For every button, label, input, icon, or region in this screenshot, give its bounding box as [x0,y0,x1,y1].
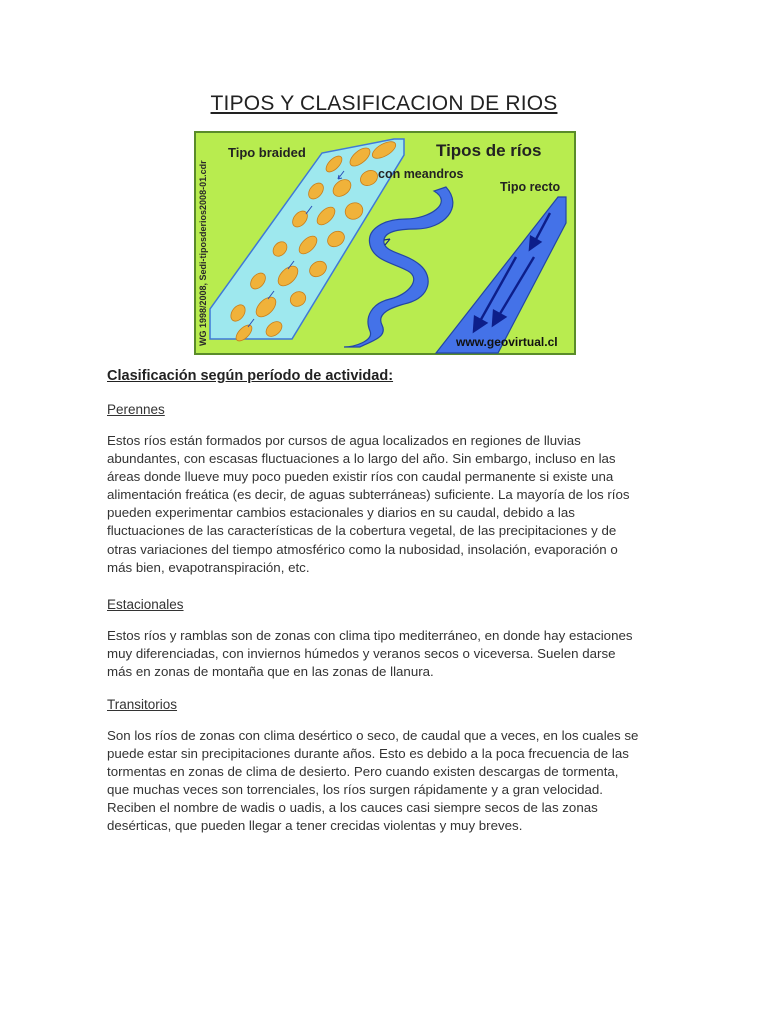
heading-perennes: Perennes [107,402,165,417]
river-types-figure [194,131,576,355]
paragraph-perennes: Estos ríos están formados por cursos de agua localizados en regiones de lluvias abundantes, con escasas fluctuaciones a lo largo del año. Sin embargo, incluso en las áreas donde llueve muy poco pueden existir ríos con caudal permanente si existe una alimentación freática (es decir, de aguas subterráneas) suficiente. La mayoría de los ríos pueden experimentar cambios estacionales y diarios en su caudal, debido a las fluctuaciones de las características de la cobertura vegetal, de las precipitaciones y de otras variaciones del tiempo atmosférico como la nubosidad, insolación, evaporación o más bien, evapotranspiración, etc. [107,433,630,575]
river-types-illustration [194,131,576,355]
section-heading: Clasificación según período de actividad: [107,368,394,384]
paragraph-estacionales: Estos ríos y ramblas son de zonas con clima tipo mediterráneo, en donde hay estaciones muy diferenciadas, con inviernos húmedos y veranos secos o viceversa. Suelen darse más en zonas de montaña que en las zonas de llanura. [107,628,633,680]
heading-estacionales: Estacionales [107,597,184,612]
figure-heading: Tipos de ríos [436,141,542,160]
page-title: TIPOS Y CLASIFICACION DE RIOS [210,92,558,115]
figure-website: www.geovirtual.cl [456,335,558,349]
label-braided: Tipo braided [228,145,306,160]
heading-transitorios: Transitorios [107,697,178,712]
figure-credit: WG 1998/2008, Sedi-tiposderios2008-01.cdr [198,160,208,346]
label-recto: Tipo recto [500,180,561,194]
label-meandros: con meandros [378,167,464,181]
paragraph-transitorios: Son los ríos de zonas con clima desértico o seco, de caudal que a veces, en los cuales se puede estar sin precipitaciones durante años. Esto es debido a la poca frecuencia de las tormentas en zonas de clima de desierto. Pero cuando existen descargas de tormenta, que muchas veces son torrenciales, los ríos surgen rápidamente y a gran velocidad. Reciben el nombre de wadis o uadis, a los cauces casi siempre secos de las zonas desérticas, que pueden llegar a tener crecidas violentas y muy breves. [107,728,639,834]
